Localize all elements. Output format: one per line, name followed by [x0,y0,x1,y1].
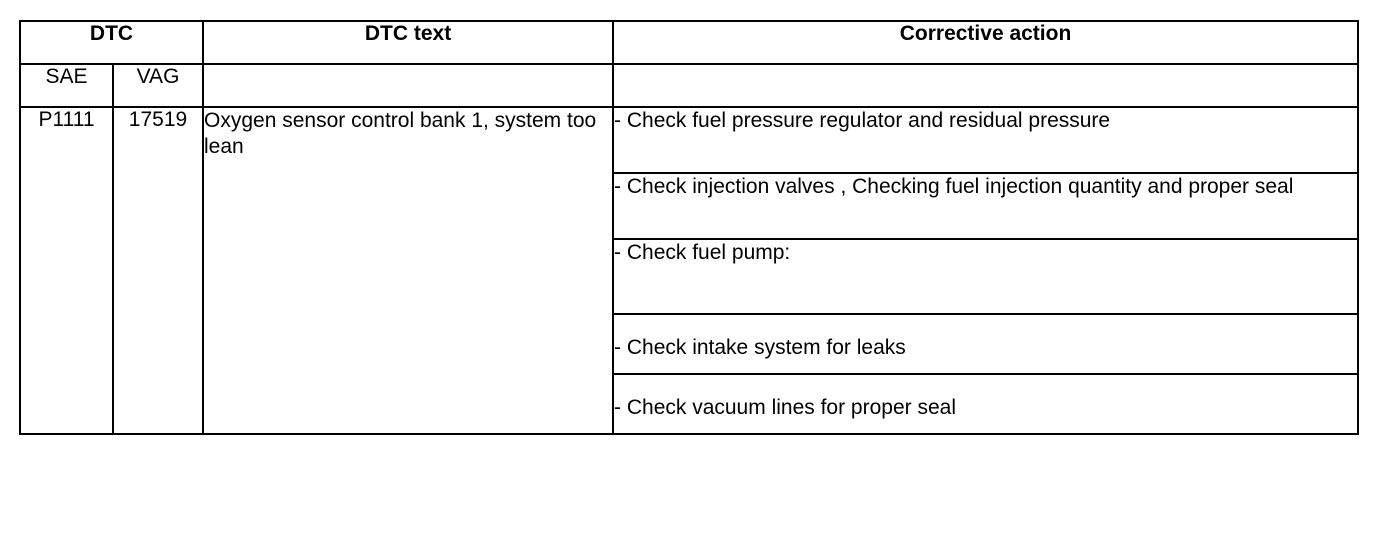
corrective-action-item: - Check intake system for leaks [614,336,906,359]
corrective-action-cell [613,239,1358,314]
header-row [20,21,1358,64]
corrective-action-subheader-empty [613,64,1358,107]
dtc-table [19,20,1359,435]
corrective-action-header: Corrective action [613,21,1358,64]
subheader-row [20,64,1358,107]
corrective-action-cell [613,107,1358,173]
dtc-text-header: DTC text [203,21,613,64]
corrective-action-item: - Check injection valves , Checking fuel injection quantity and proper seal [614,175,1294,198]
corrective-action-item: - Check vacuum lines for proper seal [614,396,956,419]
sae-subheader: SAE [20,64,113,107]
vag-subheader: VAG [113,64,203,107]
corrective-action-item: - Check fuel pump: [614,241,791,264]
corrective-action-item: - Check fuel pressure regulator and residual pressure [614,109,1111,132]
corrective-action-cell [613,314,1358,374]
vag-code: 17519 [113,107,203,434]
dtc-header: DTC [20,21,203,64]
sae-code: P1111 [20,107,113,434]
corrective-action-cell [613,173,1358,239]
corrective-action-cell [613,374,1358,434]
dtc-description: Oxygen sensor control bank 1, system too lean [203,107,613,434]
dtc-text-subheader-empty [203,64,613,107]
table-row [20,107,1358,173]
